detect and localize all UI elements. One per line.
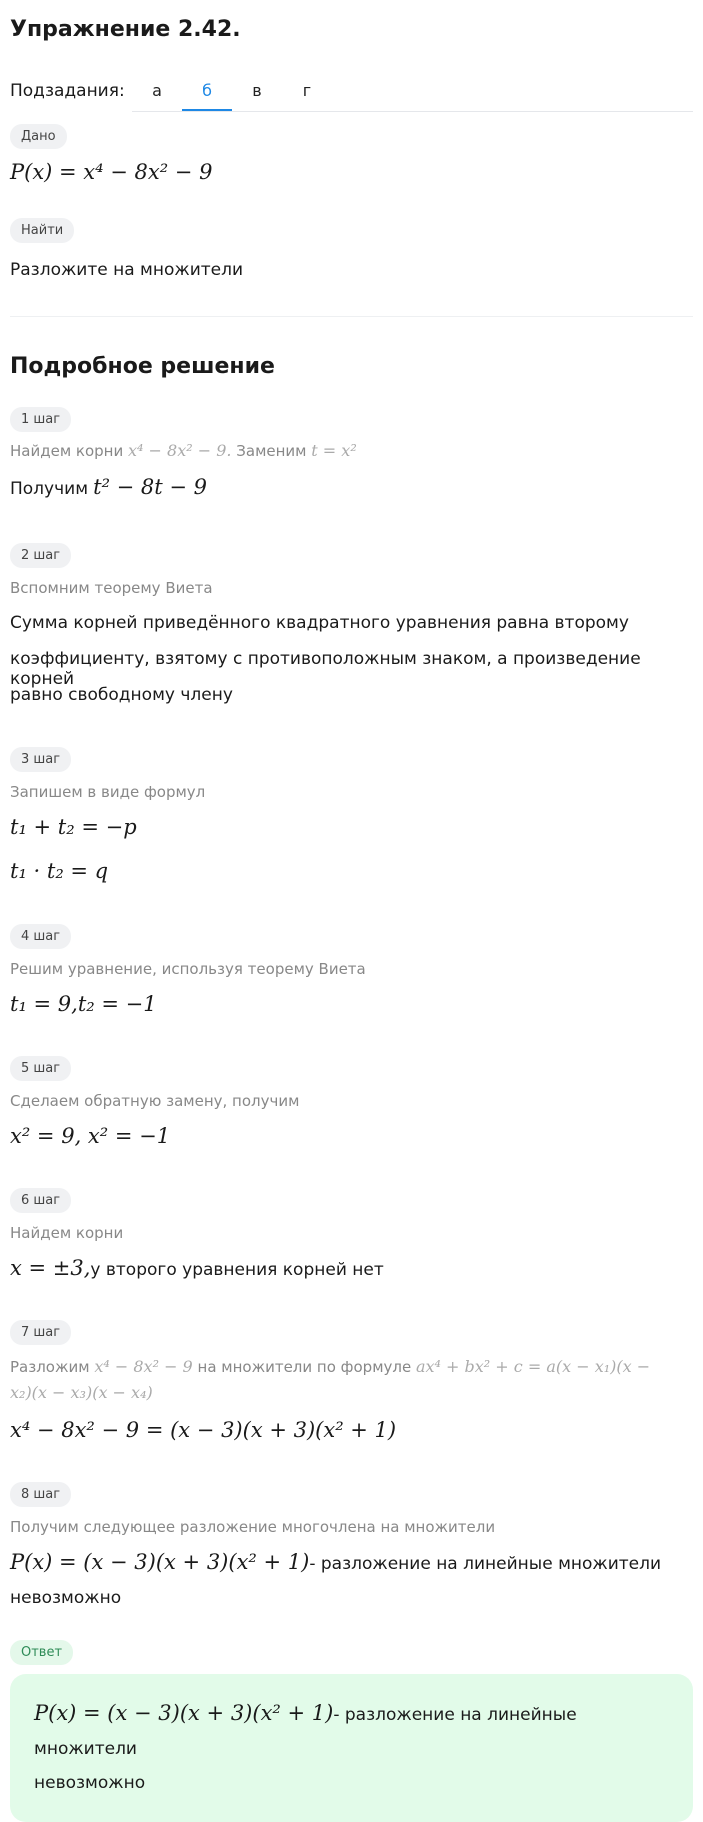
given-formula: P(x) = x⁴ − 8x² − 9 (10, 160, 213, 184)
subtasks-bar (10, 71, 693, 111)
answer-box (10, 1674, 693, 1822)
tab-a[interactable]: а (152, 80, 162, 100)
page-title: Упражнение 2.42. (10, 17, 241, 42)
step-6 (10, 1188, 693, 1213)
answer-section (10, 1640, 693, 1665)
step-hint: Найдем корни (10, 1224, 124, 1242)
hint-math: x₂)(x − x₃)(x − x₄) (10, 1383, 153, 1402)
step-text-line: коэффициенту, взятому с противоположным знаком, а произведение корней (10, 649, 641, 689)
step-hint (10, 441, 693, 460)
step-1 (10, 407, 693, 432)
hint-text: Разложим (10, 1358, 90, 1376)
hint-text: на множители по формуле (197, 1358, 412, 1376)
given-section (10, 124, 693, 149)
solution-heading: Подробное решение (10, 354, 275, 379)
step-hint: Решим уравнение, используя теорему Виета (10, 960, 366, 978)
step-math: x = ±3, (10, 1256, 91, 1280)
tab-g[interactable]: г (302, 80, 312, 100)
step-math: P(x) = (x − 3)(x + 3)(x² + 1) (10, 1550, 310, 1574)
step-text: Получим (10, 479, 89, 499)
step-math: t² − 8t − 9 (93, 475, 208, 499)
answer-text-line: невозможно (34, 1773, 146, 1793)
step-hint: Получим следующее разложение многочлена на множители (10, 1518, 496, 1536)
given-badge: Дано (10, 124, 67, 149)
answer-text: - разложение на линейные множители (34, 1705, 577, 1759)
hint-math: ax⁴ + bx² + c = a(x − x₁)(x − (415, 1357, 651, 1376)
step-text: у второго уравнения корней нет (90, 1260, 384, 1280)
step-hint: Вспомним теорему Виета (10, 579, 213, 597)
step-result (10, 1256, 693, 1280)
step-math: t₁ · t₂ = q (10, 859, 109, 883)
step-text-line: Сумма корней приведённого квадратного уравнения равна второму (10, 613, 629, 633)
step-hint: Запишем в виде формул (10, 783, 206, 801)
hint-math: t = x² (311, 441, 357, 460)
hint-text: Найдем корни (10, 442, 124, 460)
page (0, 0, 703, 111)
tab-b[interactable]: б (182, 71, 232, 111)
step-hint: Сделаем обратную замену, получим (10, 1092, 300, 1110)
step-math: t₁ = 9,t₂ = −1 (10, 992, 157, 1016)
step-text-line: равно свободному члену (10, 685, 233, 705)
find-text: Разложите на множители (10, 260, 244, 280)
step-text: - разложение на линейные множители (309, 1554, 662, 1574)
hint-math: x⁴ − 8x² − 9 (94, 1357, 193, 1376)
subtasks-label: Подзадания: (10, 81, 125, 101)
step-badge: 1 шаг (10, 407, 71, 432)
step-math: t₁ + t₂ = −p (10, 815, 137, 839)
step-7 (10, 1320, 693, 1345)
step-4 (10, 924, 693, 949)
step-math: x⁴ − 8x² − 9 = (x − 3)(x + 3)(x² + 1) (10, 1418, 397, 1442)
answer-math: P(x) = (x − 3)(x + 3)(x² + 1) (34, 1701, 334, 1725)
answer-badge: Ответ (10, 1640, 73, 1665)
divider (10, 316, 693, 317)
step-hint (10, 1354, 693, 1406)
step-8 (10, 1482, 693, 1507)
step-badge: 3 шаг (10, 747, 71, 772)
step-5 (10, 1056, 693, 1081)
step-badge: 4 шаг (10, 924, 71, 949)
step-badge: 8 шаг (10, 1482, 71, 1507)
tab-v[interactable]: в (252, 80, 262, 100)
step-3 (10, 747, 693, 772)
step-result (10, 475, 693, 499)
step-badge: 5 шаг (10, 1056, 71, 1081)
step-math: x² = 9, x² = −1 (10, 1124, 171, 1148)
step-badge: 7 шаг (10, 1320, 71, 1345)
step-text-line: невозможно (10, 1588, 122, 1608)
step-badge: 2 шаг (10, 543, 71, 568)
subtask-tabs (132, 71, 693, 112)
step-2 (10, 543, 693, 568)
find-section (10, 218, 693, 243)
hint-math: x⁴ − 8x² − 9. (128, 441, 232, 460)
step-badge: 6 шаг (10, 1188, 71, 1213)
hint-text: Заменим (236, 442, 307, 460)
find-badge: Найти (10, 218, 74, 243)
step-result (10, 1550, 693, 1574)
